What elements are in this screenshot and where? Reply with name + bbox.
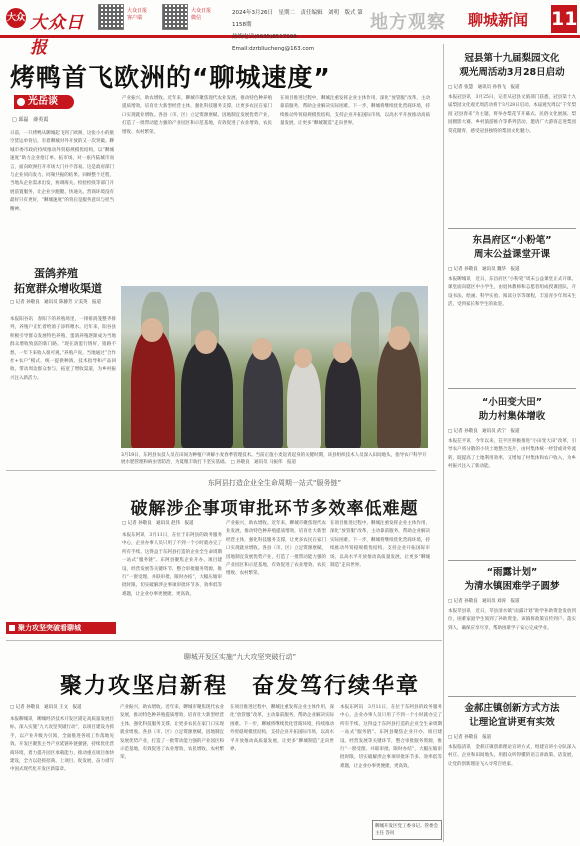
r1-headline-1: 冠县第十九届梨园文化	[464, 53, 560, 64]
contact-line: 热线电话(0635)8517099 Email:dzrbliucheng@163.com	[232, 34, 315, 52]
qr-code-icon	[98, 4, 124, 30]
kaifa-note-box: 聊城开发区党工委书记、管委会主任 答问	[372, 820, 442, 840]
dongying-body-1: 本报东阿讯 3月11日，在位于东阿县的政务服务中心，企业办事人员只用了不到一个小时就办完了所有手续。这得益于东阿县打造的企业全生命周期一站式“服务链”。东阿县聚焦企业开办、项目建设、经营发展等关键环节，整合审批服务资源，推行“一窗受理、并联审批、限时办结”，大幅压缩审批时限，切实破解涉企事项审批环节多、效率低等难题，让企业办事更便捷、更高效。	[122, 533, 222, 597]
dongying-headline: 破解涉企事项审批环节多效率低难题	[130, 499, 419, 519]
person-head	[333, 342, 352, 363]
page-number: 11	[551, 5, 577, 33]
r2-byline: □ 记者 孙敬良 通讯员 魏华 报道	[448, 267, 520, 272]
divider	[448, 696, 576, 697]
section-local-label: 地方观察	[370, 12, 446, 33]
kaifa-kicker: 聊城开发区实施“九大攻坚突破行动”	[183, 653, 297, 661]
r5-byline: □ 记者 孙敬良 报道	[448, 735, 492, 740]
divider	[6, 470, 436, 471]
edition-line: 2024年3月26日 星期二 责任编辑 刘明 版式 第1158期	[232, 10, 363, 28]
logo-name: 大众日报	[30, 13, 84, 58]
person-head	[252, 338, 272, 360]
main-story-body-left: 产业振兴，助农增收。近年来，聊城市聚焦现代农业发展，推动特色种养殖提质增效，培育壮大新型经营主体，强化科技服务支撑，让更多农民在家门口实现就业增收。各县（市、区）立足资源禀赋，因地制宜发展优势产业，打造了一批带动能力强的产业园区和示范基地，有效促进了农业增效、农民增收、农村繁荣。	[122, 96, 272, 135]
r4-body: 本报莘县讯 近日，莘县清水镇“雨露计划”助学补助资金发放到位，困难家庭学生领到了补助资金。该镇将政策宣传到户、落实到人，确保应享尽享，帮助困难学子安心完成学业。	[448, 609, 576, 631]
section-banner: 聚力攻坚突破看聊城	[6, 622, 116, 634]
commentary-body: 日前，一只烤鸭从聊城起飞到了欧洲，这张小小的航空货运单背后，有着聊城对外开放的又一次突破。聊城市委市政府持续推动外贸稳规模优结构，以“聊城速度”助力企业抢订单、拓市场。对一座内陆城市而言，面向欧洲打开市场大门并不容易。这是政府部门与企业同向发力、同频共振的结果。回顾整个过程，当地从企业需求出发，协调海关、检验检疫等部门开展前置服务，让企业少跑腿、快通关。营商环境没有最好只有更好，“聊城速度”的背后是服务意识与担当精神。	[10, 131, 114, 212]
person-figure	[287, 360, 321, 448]
logo-seal-icon: 大众	[6, 8, 26, 28]
person-figure	[377, 336, 421, 448]
column-divider	[443, 44, 444, 842]
qr-caption-1: 大众日报 客户端	[127, 8, 148, 21]
r2-headline-2: 周末公益课堂开课	[473, 249, 550, 260]
person-head	[294, 348, 312, 368]
kaifa-headline: 聚力攻坚启新程 奋发笃行续华章	[59, 674, 420, 699]
photo-caption	[121, 452, 428, 466]
photo-caption-text: 3月19日，东阿县农技人员在田间为种植户讲解小麦春季管理技术。当前正值小麦返青起身的关键时期，该县组织技术人员深入田间地头，指导农户科学开展水肥管理和病虫害防治，为夏粮丰收打下坚实基础。	[121, 453, 427, 465]
field-photo	[121, 286, 428, 448]
r3-headline-1: “小田变大田”	[482, 397, 542, 408]
r4-headline-1: “雨露计划”	[486, 567, 538, 578]
kaifa-body-3: 在项目推进过程中，聊城注重发挥企业主体作用，深化“放管服”改革，主动靠前服务，帮助企业解决实际困难。下一步，聊城将继续优化营商环境，持续推动外贸稳规模优结构，支持企业开拓国际市场，以高水平开放推动高质量发展，让更多“聊城制造”走向世界。	[230, 705, 334, 753]
r5-headline-1: 金郝庄镇创新方式方法	[464, 703, 560, 714]
tree-shape	[351, 292, 379, 362]
r5-body: 本报临清讯 金郝庄镇创新理论宣讲方式，组建宣讲小分队深入村庄、企业和田间地头，用群众听得懂的语言讲政策、话发展，让党的创新理论飞入寻常百姓家。	[448, 745, 576, 767]
r4-byline: □ 记者 孙敬良 通讯员 刘涛 报道	[448, 599, 520, 604]
person-figure	[181, 340, 233, 448]
eggs-headline-2: 拓宽群众增收渠道	[14, 282, 102, 295]
person-head	[141, 318, 163, 342]
main-story-body-right: 在项目推进过程中，聊城注重发挥企业主体作用，深化“放管服”改革，主动靠前服务，帮助企业解决实际困难。下一步，聊城将继续优化营商环境，持续推动外贸稳规模优结构，支持企业开拓国际市场，以高水平开放推动高质量发展，让更多“聊城制造”走向世界。	[280, 96, 430, 127]
r4-headline-2: 为清水镇困难学子圆梦	[464, 581, 560, 592]
newspaper-logo	[6, 6, 88, 58]
divider	[448, 388, 576, 389]
edition-info	[232, 7, 364, 55]
eggs-headline-1: 蛋鸽养殖	[34, 267, 78, 280]
qr-caption-2: 大众日报 微信	[191, 8, 212, 21]
dongying-byline: □ 记者 孙敬良 通讯员 赵伟 报道	[122, 521, 194, 526]
r5-headline-2: 让理论宣讲更有实效	[469, 717, 555, 728]
r3-body: 本报茌平讯 今年以来，茌平区积极推进“小田变大田”改革，引导农户将分散的小块土地整合连片，由村集体统一经营或对外流转，既提高了土地利用效率，又增加了村集体和农户收入，为乡村振兴注入了新动能。	[448, 439, 576, 470]
commentary-byline: □ 邱磊 薛英霞	[12, 117, 49, 123]
masthead	[0, 0, 580, 58]
r3-byline: □ 记者 孙敬良 通讯员 武宁 报道	[448, 429, 520, 434]
kaifa-body-4: 本报东阿讯 3月11日，在位于东阿县的政务服务中心，企业办事人员只用了不到一个小时就办完了所有手续。这得益于东阿县打造的企业全生命周期一站式“服务链”。东阿县聚焦企业开办、项目建设、经营发展等关键环节，整合审批服务资源，推行“一窗受理、并联审批、限时办结”，大幅压缩审批时限，切实破解涉企事项审批环节多、效率低等难题，让企业办事更便捷、更高效。	[340, 705, 442, 769]
r1-headline-2: 观光周活动3月28日启动	[459, 67, 565, 78]
divider	[6, 640, 442, 641]
eggs-byline: □ 记者 孙敬良 通讯员 陈静芳 亓美英 报道	[10, 300, 101, 305]
r2-headline-1: 东昌府区“小粉笔”	[472, 235, 552, 246]
divider	[448, 228, 576, 229]
r1-byline: □ 记者 张慧 通讯员 孙春飞 报道	[448, 85, 520, 90]
kaifa-body-1: 本报聊城讯 聊城经济技术开发区锚定高质量发展目标，深入实施“九大攻坚突破行动”，以项目建设为抓手，以产业升级为引领，全面推进各项工作落地见效。开发区聚焦主导产业延链补链强链，持续优化营商环境，着力提升园区承载能力，推动重点项目加快建设，全力以赴抓招商、上项目、促发展，奋力谱写中国式现代化开发区新篇章。	[10, 717, 114, 773]
kaifa-byline: □ 记者 孙敬良 通讯员 王文 报道	[10, 705, 82, 710]
dongying-body-2: 产业振兴，助农增收。近年来，聊城市聚焦现代农业发展，推动特色种养殖提质增效，培育壮大新型经营主体，强化科技服务支撑，让更多农民在家门口实现就业增收。各县（市、区）立足资源禀赋，因地制宜发展优势产业，打造了一批带动能力强的产业园区和示范基地，有效促进了农业增效、农民增收、农村繁荣。	[226, 521, 326, 577]
divider	[448, 560, 576, 561]
r2-body: 本报聊城讯 近日，东昌府区“小粉笔”周末公益课堂正式开课。课堂面向辖区中小学生，由退休教师和志愿者组成授课团队，开设书法、绘画、科学实验、阅读分享等课程，丰富青少年周末生活，受到家长和学生的欢迎。	[448, 277, 576, 308]
dongying-kicker: 东阿县打造企业全生命周期一站式“服务链”	[207, 479, 342, 487]
person-head	[195, 330, 217, 354]
person-head	[388, 326, 410, 350]
dongying-body-3: 在项目推进过程中，聊城注重发挥企业主体作用，深化“放管服”改革，主动靠前服务，帮助企业解决实际困难。下一步，聊城将继续优化营商环境，持续推动外贸稳规模优结构，支持企业开拓国际市场，以高水平开放推动高质量发展，让更多“聊城制造”走向世界。	[330, 521, 430, 569]
person-figure	[243, 348, 283, 448]
r1-body: 本报冠县讯 3月25日，记者从冠县文旅部门获悉，冠县第十九届梨园文化观光周活动将于3月28日启动。本届观光周以“千年梨园 冠县春来”为主题，将举办梨花节开幕式、民俗文化展演、梨园摄影大赛、乡村旅游推介等系列活动，邀请广大游客走进梨园赏花踏青，感受冠县独特的梨园文化魅力。	[448, 95, 576, 134]
eggs-body: 本报阳谷讯 春阳下的养殖场里，一排排鸽笼整齐排列，养殖户正忙着给鸽子添料喂水。近年来，阳谷县积极引导群众发展特色养殖，蛋鸽养殖逐渐成为当地群众增收致富的新门路。“现在鸽蛋行情好，销路不愁，一年下来收入很可观。”养殖户说。当地通过“合作社+农户”模式，统一提供种鸽、技术指导和产品回收，带动周边群众参与，拓宽了增收渠道，为乡村振兴注入新活力。	[10, 317, 116, 381]
person-figure	[325, 354, 361, 448]
kaifa-body-2: 产业振兴，助农增收。近年来，聊城市聚焦现代农业发展，推动特色种养殖提质增效，培育壮大新型经营主体，强化科技服务支撑，让更多农民在家门口实现就业增收。各县（市、区）立足资源禀赋，因地制宜发展优势产业，打造了一批带动能力强的产业园区和示范基地，有效促进了农业增效、农民增收、农村繁荣。	[120, 705, 224, 761]
person-figure	[131, 328, 175, 448]
section-city-label: 聊城新闻	[468, 11, 529, 29]
qr-code-icon	[162, 4, 188, 30]
photo-credit: □ 孙敬良 通讯员 马振伟 报道	[230, 460, 297, 465]
r3-headline-2: 助力村集体增收	[478, 411, 546, 422]
commentary-tag: 光岳谈	[14, 95, 74, 109]
main-headline: 烤鸭首飞欧洲的“聊城速度”	[10, 63, 331, 92]
